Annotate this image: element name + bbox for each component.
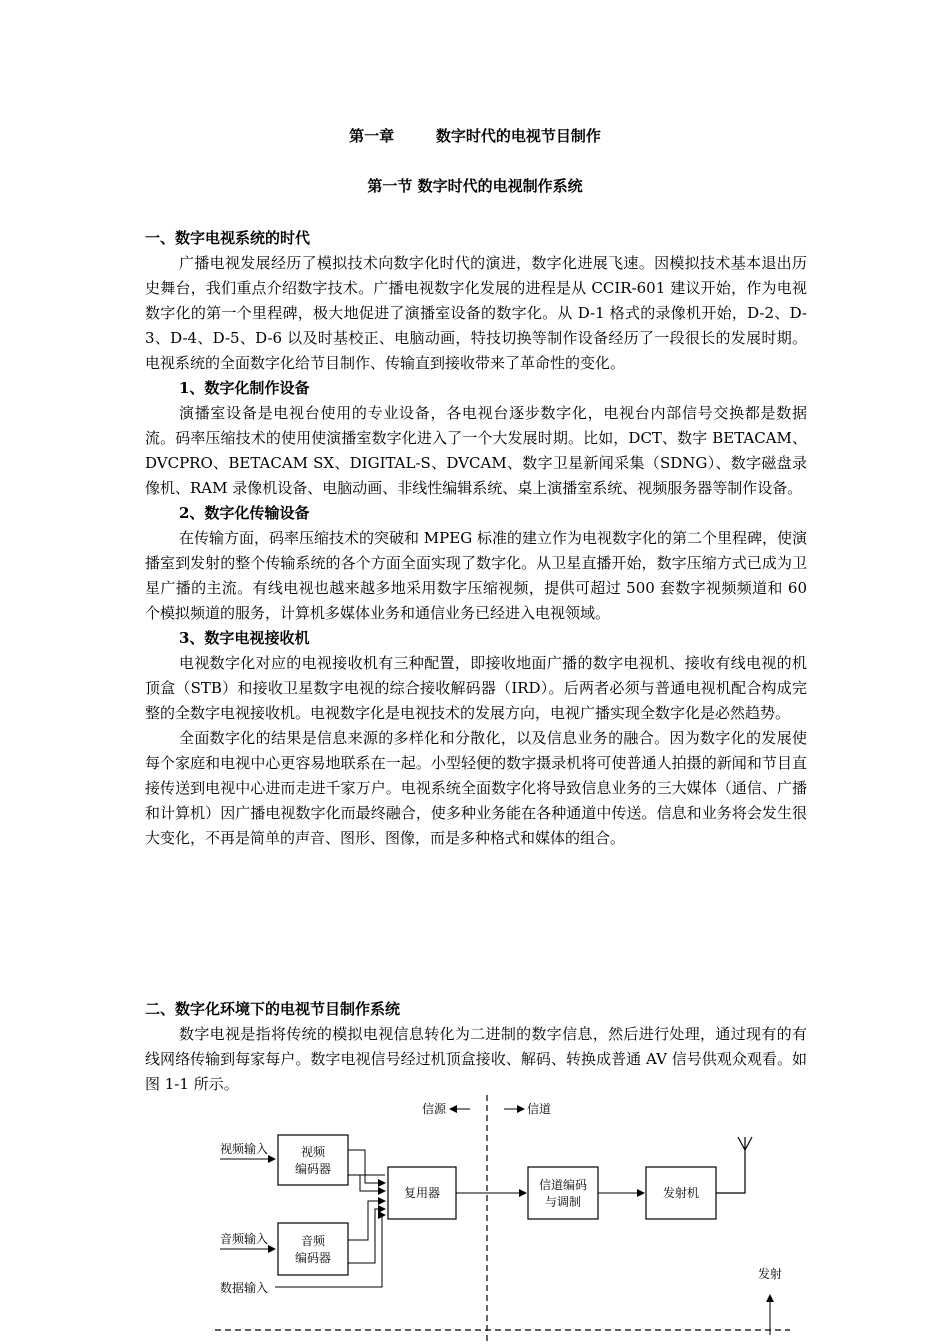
data-input-label: 数据输入 xyxy=(220,1281,269,1295)
sub1-paragraph: 演播室设备是电视台使用的专业设备，各电视台逐步数字化，电视台内部信号交换都是数据流。码率压缩技术的使用使演播室数字化进入了一个大发展时期。比如，DCT、数字 BETACAM、DVCPRO、BETACAM SX、DIGITAL-S、DVCAM、数字卫星新闻采集（SDNG）、数字磁盘录像机、RAM 录像机设备、电脑动画、非线性编辑系统、桌上演播室系统、视频服务器等制作设备。 xyxy=(145,404,807,497)
transmit-label: 发射 xyxy=(758,1267,783,1281)
multiplexer-label: 复用器 xyxy=(403,1186,441,1200)
part1-intro-paragraph: 广播电视发展经历了模拟技术向数字化时代的演进，数字化进展飞速。因模拟技术基本退出历史舞台，我们重点介绍数字技术。广播电视数字化发展的进程是从 CCIR-601 建议开始，作为电视数字化的第一个里程碑，极大地促进了演播室设备的数字化。从 D-1 格式的录像机开始，D-2、D-3、D-4、D-5、D-6 以及时基校正、电脑动画，特技切换等制作设备经历了一段很长的发展时期。电视系统的全面数字化给节目制作、传输直到接收带来了革命性的变化。 xyxy=(145,254,807,372)
summary-paragraph: 全面数字化的结果是信息来源的多样化和分散化，以及信息业务的融合。因为数字化的发展使每个家庭和电视中心更容易地联系在一起。小型轻便的数字摄录机将可使普通人拍摄的新闻和节目直接传送到电视中心进而走进千家万户。电视系统全面数字化将导致信息业务的三大媒体（通信、广播和计算机）因广播电视数字化而最终融合，使多种业务能在各种通道中传送。信息和业务将会发生很大变化，不再是简单的声音、图形、图像，而是多种格式和媒体的组合。 xyxy=(145,729,807,847)
channel-coder-box xyxy=(528,1167,598,1219)
sub3-heading: 3、数字电视接收机 xyxy=(179,629,310,647)
video-encoder-line1: 视频 xyxy=(300,1145,326,1159)
audio-encoder-line1: 音频 xyxy=(300,1234,326,1248)
source-label: 信源 xyxy=(422,1102,447,1116)
part1-heading: 一、数字电视系统的时代 xyxy=(145,229,311,247)
part1-block xyxy=(145,226,807,851)
part2-block xyxy=(145,997,807,1097)
sub2-paragraph: 在传输方面，码率压缩技术的突破和 MPEG 标准的建立作为电视数字化的第二个里程碑，使演播室到发射的整个传输系统的各个方面全面实现了数字化。从卫星直播开始，数字压缩方式已成为卫星广播的主流。有线电视也越来越多地采用数字压缩视频，提供可超过 500 套数字视频频道和 60 个模拟频道的服务，计算机多媒体业务和通信业务已经进入电视领域。 xyxy=(145,529,807,622)
video-encoder-line2: 编码器 xyxy=(294,1162,332,1176)
channel-label: 信道 xyxy=(527,1102,552,1116)
video-encoder-box xyxy=(278,1135,348,1185)
channel-coder-line1: 信道编码 xyxy=(538,1178,588,1192)
audio-encoder-box xyxy=(278,1223,348,1275)
part2-heading: 二、数字化环境下的电视节目制作系统 xyxy=(145,1000,401,1018)
section-title: 第一节 数字时代的电视制作系统 xyxy=(367,177,583,195)
sub3-paragraph: 电视数字化对应的电视接收机有三种配置，即接收地面广播的数字电视机、接收有线电视的机顶盒（STB）和接收卫星数字电视的综合接收解码器（IRD）。后两者必须与普通电视机配合构成完整的全数字电视接收机。电视数字化是电视技术的发展方向，电视广播实现全数字化是必然趋势。 xyxy=(145,654,807,722)
channel-coder-line2: 与调制 xyxy=(544,1195,582,1209)
sub2-heading: 2、数字化传输设备 xyxy=(179,504,310,522)
sub1-heading: 1、数字化制作设备 xyxy=(179,379,310,397)
block-diagram xyxy=(200,1095,800,1344)
audio-input-label: 音频输入 xyxy=(220,1232,269,1246)
video-input-label: 视频输入 xyxy=(220,1142,269,1156)
figure-1-1 xyxy=(200,1095,800,1344)
antenna-feed xyxy=(716,1147,745,1193)
part2-paragraph: 数字电视是指将传统的模拟电视信息转化为二进制的数字信息，然后进行处理，通过现有的有线网络传输到每家每户。数字电视信号经过机顶盒接收、解码、转换成普通 AV 信号供观众观看。如图 1-1 所示。 xyxy=(145,1025,807,1093)
chapter-title: 第一章 数字时代的电视节目制作 xyxy=(349,127,601,145)
transmitter-label: 发射机 xyxy=(662,1186,700,1200)
audio-encoder-line2: 编码器 xyxy=(294,1251,332,1265)
